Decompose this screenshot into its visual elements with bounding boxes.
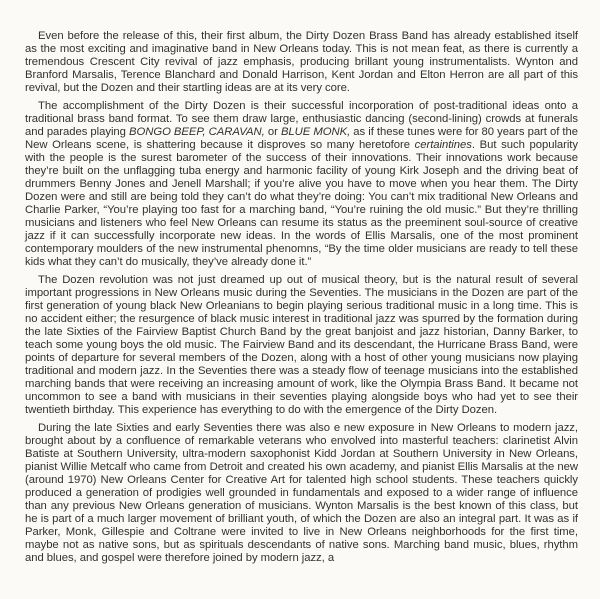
italic-text-run: BLUE MONK, bbox=[280, 126, 351, 138]
text-run: During the late Sixties and early Seventies there was also e new exposure in New Orleans to modern jazz, brought about by a confluence of remarkable veterans who envolved into masterful teachers: clarinetist Alvin Batiste at Southern University, ultra-modern saxophonist Kidd Jordan at Southern University in New Orleans, pianist Willie Metcalf who came from Detroit and created his own academy, and pianist Ellis Marsalis at the new (around 1970) New Orleans Center for Creative Art for talented high school students. These teachers quickly produced a generation of prodigies well grounded in fundamentals and exposed to a wider range of influence than any previous New Orleans generation of musicians. Wynton Marsalis is the best known of this class, but he is part of a much larger movement of brilliant youth, of which the Dozen are also an integral part. It was as if Parker, Monk, Gillespie and Coltrane were invited to live in New Orleans neighborhoods for the first time, maybe not as native sons, but as spirituals descendants of native sons. Marching band music, blues, rhythm and blues, and gospel were therefore joined by modern jazz, a bbox=[25, 422, 578, 564]
text-run: The Dozen revolution was not just dreamed up out of musical theory, but is the natural result of several important progressions in New Orleans music during the Seventies. The musicians in the Dozen are part of the first generation of young black New Orleanians to begin playing serious traditional music in a long time. This is no accident either; the resurgence of black music interest in traditional jazz was spurred by the formation during the late Sixties of the Fairview Baptist Church Band by the great banjoist and jazz historian, Danny Barker, to teach some young boys the old music. The Fairview Band and its descendant, the Hurricane Brass Band, were points of departure for several members of the Dozen, along with a host of other young musicians now playing traditional and modern jazz. In the Seventies there was a steady flow of teenage musicians into the established marching bands that were receiving an increasing amount of work, like the Olympia Brass Band. It became not uncommon to see a band with musicians in their seventies playing alongside boys who had yet to see their twentieth birthday. This experience has everything to do with the emergence of the Dirty Dozen. bbox=[25, 274, 578, 416]
paragraph-3 bbox=[25, 274, 578, 417]
italic-text-run: BONGO BEEP, CARAVAN, bbox=[129, 126, 265, 138]
text-run: Even before the release of this, their first album, the Dirty Dozen Brass Band has already established itself as the most exciting and imaginative band in New Orleans today. This is not mean feat, as there is currently a tremendous Crescent City revival of jazz emphasis, producing brillant young instrumentalists. Wynton and Branford Marsalis, Terence Blanchard and Donald Harrison, Kent Jordan and Elton Herron are all part of this revival, but the Dozen and their startling ideas are at its very core. bbox=[25, 30, 578, 94]
text-run: The accomplishment of the Dirty Dozen is their successful incorporation of post-traditional ideas onto a traditional brass band format. To see them draw large, enthusiastic dancing (second-lining) crowds at funerals and parades playing bbox=[25, 100, 578, 138]
text-run: as if these tunes were for 80 years part of the New Orleans scene, is shattering because it disproves so many heretofore bbox=[25, 126, 578, 151]
paragraph-2 bbox=[25, 100, 578, 269]
liner-notes-text bbox=[25, 30, 578, 570]
paragraph-1 bbox=[25, 30, 578, 95]
paragraph-4 bbox=[25, 422, 578, 565]
text-run: . But such popularity with the people is the surest barometer of the success of their innovations. Their innovations work because they’re built on the unflagging tuba energy and harmonic facility of young Kirk Joseph and the driving beat of drummers Benny Jones and Jenell Marshall; if you’re alive you have to move when you hear them. The Dirty Dozen were and still are being told they can’t do what they’re doing: You can’t mix traditional New Orleans and Charlie Parker, “You’re playing too fast for a marching band, “You’re ruining the old music.” But they’re thrilling musicians and listeners who feel New Orleans can resume its status as the preeminent soul-source of creative jazz if it can successfully incorporate new ideas. In the words of Ellis Marsalis, one of the most prominent contemporary moulders of the new instrumental phenomns, “By the time older musicians are ready to tell these kids what they can’t do musically, they’ve already done it.” bbox=[25, 139, 578, 268]
italic-text-run: certaintines bbox=[414, 139, 472, 151]
text-run: or bbox=[264, 126, 281, 138]
